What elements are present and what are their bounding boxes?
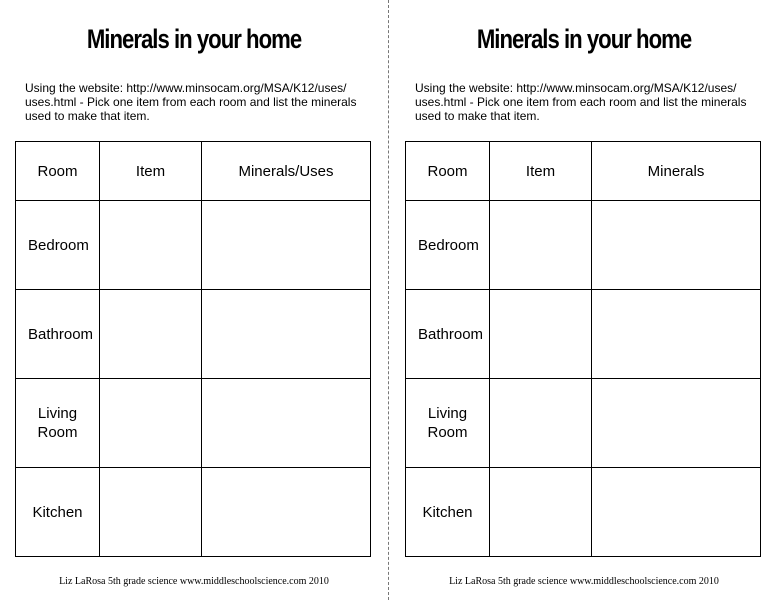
- footer-credit: Liz LaRosa 5th grade science www.middleschoolscience.com 2010: [59, 576, 329, 587]
- cut-line-divider: [388, 0, 389, 600]
- room-label: Bathroom: [16, 290, 100, 379]
- column-header: Room: [406, 142, 490, 201]
- item-cell[interactable]: [100, 379, 202, 468]
- table-header-row: [406, 142, 761, 201]
- item-cell[interactable]: [490, 201, 592, 290]
- item-cell[interactable]: [490, 468, 592, 557]
- room-label: Bathroom: [406, 290, 490, 379]
- table-row: [16, 290, 371, 379]
- item-cell[interactable]: [100, 468, 202, 557]
- room-label: Kitchen: [16, 468, 100, 557]
- worksheet-title: Minerals in your home: [476, 24, 692, 54]
- item-cell[interactable]: [490, 379, 592, 468]
- item-cell[interactable]: [490, 290, 592, 379]
- item-cell[interactable]: [100, 290, 202, 379]
- minerals-cell[interactable]: [592, 468, 761, 557]
- table-row: [406, 290, 761, 379]
- room-label: Bedroom: [406, 201, 490, 290]
- room-label: Kitchen: [406, 468, 490, 557]
- worksheet-panel: [390, 0, 776, 600]
- minerals-cell[interactable]: [202, 468, 371, 557]
- minerals-table: [405, 141, 761, 557]
- column-header: Item: [100, 142, 202, 201]
- minerals-cell[interactable]: [202, 379, 371, 468]
- worksheet-title: Minerals in your home: [86, 24, 302, 54]
- instructions-text: Using the website: http://www.minsocam.org/MSA/K12/uses/ uses.html - Pick one item from each room and list the minerals used to make that item.: [25, 81, 357, 123]
- instructions-text: Using the website: http://www.minsocam.org/MSA/K12/uses/ uses.html - Pick one item from each room and list the minerals used to make that item.: [415, 81, 747, 123]
- room-label: Living Room: [16, 379, 100, 468]
- table-row: [16, 468, 371, 557]
- room-label: Bedroom: [16, 201, 100, 290]
- minerals-cell[interactable]: [592, 201, 761, 290]
- minerals-cell[interactable]: [202, 201, 371, 290]
- table-row: [406, 468, 761, 557]
- room-label: Living Room: [406, 379, 490, 468]
- column-header: Minerals: [592, 142, 761, 201]
- column-header: Room: [16, 142, 100, 201]
- table-row: [16, 201, 371, 290]
- footer-credit: Liz LaRosa 5th grade science www.middleschoolscience.com 2010: [449, 576, 719, 587]
- item-cell[interactable]: [100, 201, 202, 290]
- table-header-row: [16, 142, 371, 201]
- column-header: Item: [490, 142, 592, 201]
- minerals-cell[interactable]: [202, 290, 371, 379]
- minerals-table: [15, 141, 371, 557]
- table-row: [406, 201, 761, 290]
- column-header: Minerals/Uses: [202, 142, 371, 201]
- table-row: [16, 379, 371, 468]
- minerals-cell[interactable]: [592, 379, 761, 468]
- minerals-cell[interactable]: [592, 290, 761, 379]
- table-row: [406, 379, 761, 468]
